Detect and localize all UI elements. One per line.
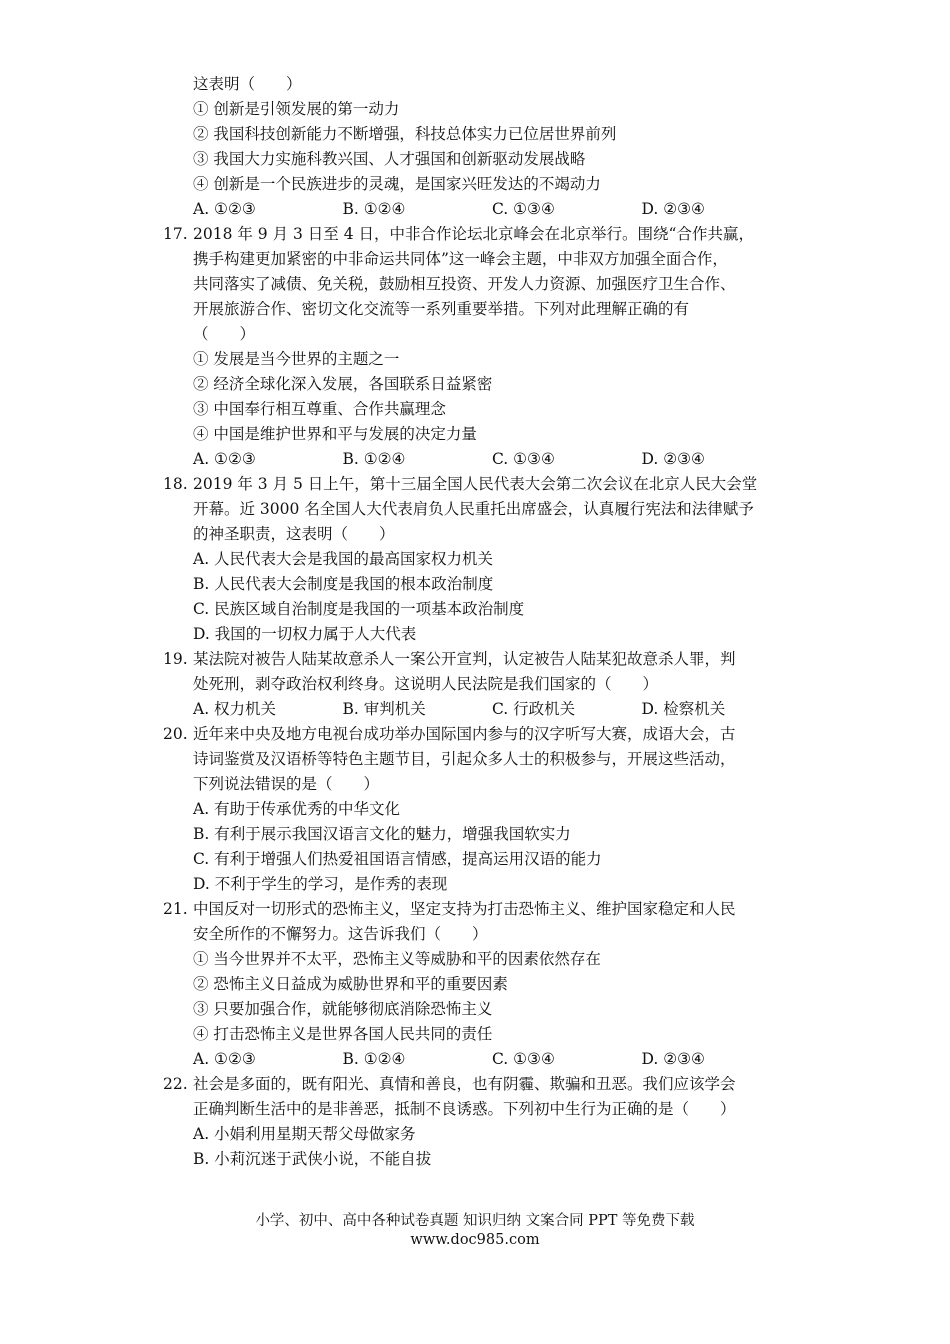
option-c: C. ①③④ [492,450,555,468]
statement-1: ① 当今世界并不太平，恐怖主义等威胁和平的因素依然存在 [193,950,601,968]
option-d: D. ②③④ [641,200,705,218]
answer-options [163,197,791,222]
question-number: 20. [163,725,188,743]
statement-4: ④ 创新是一个民族进步的灵魂，是国家兴旺发达的不竭动力 [193,175,601,193]
choice-d: D. 我国的一切权力属于人大代表 [193,625,417,643]
question-stem-line: 2019 年 3 月 5 日上午，第十三届全国人民代表大会第二次会议在北京人民大会堂 [193,475,758,493]
question-stem-line: 2018 年 9 月 3 日至 4 日，中非合作论坛北京峰会在北京举行。围绕“合作共赢， [193,225,754,243]
choice-a: A. 人民代表大会是我国的最高国家权力机关 [193,550,494,568]
option-a: A. ①②③ [193,1050,256,1068]
statement-3: ③ 只要加强合作，就能够彻底消除恐怖主义 [193,1000,493,1018]
option-c: C. ①③④ [492,200,555,218]
answer-options [163,697,791,722]
choice-b: B. 有利于展示我国汉语言文化的魅力，增强我国软实力 [193,825,571,843]
question-stem-line: 携手构建更加紧密的中非命运共同体”这一峰会主题，中非双方加强全面合作， [193,250,728,268]
question-22 [163,1072,791,1172]
choice-b: B. 小莉沉迷于武侠小说，不能自拔 [193,1150,432,1168]
option-d: D. 检察机关 [641,700,726,718]
question-stem-line: 这表明（ ） [193,75,302,93]
question-stem-line: 下列说法错误的是（ ） [193,775,380,793]
question-stem-line: 开展旅游合作、密切文化交流等一系列重要举措。下列对此理解正确的有 [193,300,690,318]
question-stem-line: 的神圣职责，这表明（ ） [193,525,395,543]
option-c: C. 行政机关 [492,700,576,718]
option-b: B. ①②④ [342,450,406,468]
answer-options [163,447,791,472]
choice-c: C. 民族区域自治制度是我国的一项基本政治制度 [193,600,525,618]
page-footer [0,1212,950,1250]
statement-2: ② 我国科技创新能力不断增强，科技总体实力已位居世界前列 [193,125,617,143]
option-a: A. 权力机关 [193,700,277,718]
question-stem-line: 诗词鉴赏及汉语桥等特色主题节目，引起众多人士的积极参与，开展这些活动， [193,750,736,768]
question-stem-line: 近年来中央及地方电视台成功举办国际国内参与的汉字听写大赛，成语大会，古 [193,725,736,743]
footer-promo-text: 小学、初中、高中各种试卷真题 知识归纳 文案合同 PPT 等免费下载 [255,1213,695,1229]
question-20 [163,722,791,897]
option-b: B. ①②④ [342,1050,406,1068]
statement-1: ① 创新是引领发展的第一动力 [193,100,400,118]
option-d: D. ②③④ [641,1050,705,1068]
option-d: D. ②③④ [641,450,705,468]
question-17 [163,222,791,472]
question-stem-line: 开幕。近 3000 名全国人大代表肩负人民重托出席盛会，认真履行宪法和法律赋予 [193,500,754,518]
statement-2: ② 经济全球化深入发展，各国联系日益紧密 [193,375,493,393]
question-stem-line: （ ） [193,325,256,343]
statement-3: ③ 我国大力实施科教兴国、人才强国和创新驱动发展战略 [193,150,586,168]
option-b: B. 审判机关 [342,700,426,718]
question-stem-line: 安全所作的不懈努力。这告诉我们（ ） [193,925,488,943]
question-stem-line: 某法院对被告人陆某故意杀人一案公开宣判，认定被告人陆某犯故意杀人罪，判 [193,650,736,668]
question-18 [163,472,791,647]
question-stem-line: 中国反对一切形式的恐怖主义，坚定支持为打击恐怖主义、维护国家稳定和人民 [193,900,736,918]
option-b: B. ①②④ [342,200,406,218]
statement-3: ③ 中国奉行相互尊重、合作共赢理念 [193,400,446,418]
question-16-tail [163,72,791,222]
question-stem-line: 共同落实了减债、免关税，鼓励相互投资、开发人力资源、加强医疗卫生合作、 [193,275,736,293]
choice-d: D. 不利于学生的学习，是作秀的表现 [193,875,448,893]
question-number: 22. [163,1075,188,1093]
choice-c: C. 有利于增强人们热爱祖国语言情感，提高运用汉语的能力 [193,850,602,868]
question-number: 17. [163,225,188,243]
question-stem-line: 社会是多面的，既有阳光、真情和善良，也有阴霾、欺骗和丑恶。我们应该学会 [193,1075,736,1093]
question-19 [163,647,791,722]
choice-a: A. 小娟利用星期天帮父母做家务 [193,1125,416,1143]
statement-4: ④ 中国是维护世界和平与发展的决定力量 [193,425,477,443]
choice-b: B. 人民代表大会制度是我国的根本政治制度 [193,575,494,593]
question-21 [163,897,791,1072]
answer-options [163,1047,791,1072]
question-number: 21. [163,900,188,918]
exam-questions [163,72,791,1172]
question-number: 18. [163,475,188,493]
choice-a: A. 有助于传承优秀的中华文化 [193,800,401,818]
question-number: 19. [163,650,188,668]
statement-1: ① 发展是当今世界的主题之一 [193,350,400,368]
option-a: A. ①②③ [193,450,256,468]
question-stem-line: 处死刑，剥夺政治权利终身。这说明人民法院是我们国家的（ ） [193,675,659,693]
question-stem-line: 正确判断生活中的是非善恶，抵制不良诱惑。下列初中生行为正确的是（ ） [193,1100,736,1118]
statement-4: ④ 打击恐怖主义是世界各国人民共同的责任 [193,1025,493,1043]
statement-2: ② 恐怖主义日益成为威胁世界和平的重要因素 [193,975,508,993]
option-c: C. ①③④ [492,1050,555,1068]
footer-website-link[interactable]: www.doc985.com [410,1232,540,1248]
option-a: A. ①②③ [193,200,256,218]
